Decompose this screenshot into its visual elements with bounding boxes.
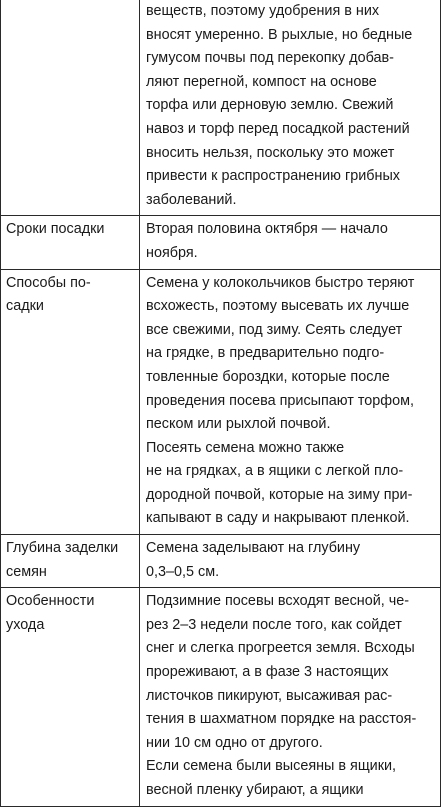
row-text-cell (140, 216, 441, 269)
row-text-line: снег и слегка прогреется земля. Всходы (146, 640, 415, 657)
row-label-cell (1, 0, 140, 216)
row-text-line: ноября. (146, 244, 198, 261)
row-label-cell (1, 588, 140, 806)
row-text-line: вносить нельзя, поскольку это может (146, 144, 395, 161)
row-text-line: торфа или дерновую землю. Свежий (146, 97, 394, 114)
row-text-line: на грядке, в предварительно подго- (146, 345, 385, 362)
row-text-line: Если семена были высеяны в ящики, (146, 758, 397, 775)
row-text-line: навоз и торф перед посадкой растений (146, 120, 410, 137)
row-label-line: Глубина заделки (6, 540, 119, 557)
table-row (1, 588, 441, 806)
row-text-line: капывают в саду и накрывают пленкой. (146, 510, 410, 527)
row-label-cell (1, 535, 140, 588)
row-label-line: Особенности (6, 593, 95, 610)
row-text-line: тения в шахматном порядке на расстоя- (146, 711, 417, 728)
row-text-line: песком или рыхлой почвой. (146, 416, 331, 433)
row-text-cell (140, 269, 441, 535)
row-text-line: веществ, поэтому удобрения в них (146, 3, 380, 19)
row-text-line: весной пленку убирают, а ящики (146, 782, 364, 798)
row-text-line: все свежими, под зиму. Сеять следует (146, 321, 403, 338)
row-text-line: нии 10 см одно от другого. (146, 734, 323, 751)
row-label-cell (1, 269, 140, 535)
row-text-line: Семена у колокольчиков быстро теряют (146, 274, 415, 291)
row-text-line: Вторая половина октября — начало (146, 221, 388, 238)
row-text-line: ляют перегной, компост на основе (146, 73, 377, 90)
row-text-line: проведения посева присыпают торфом, (146, 392, 415, 409)
row-text-line: вносят умеренно. В рыхлые, но бедные (146, 26, 413, 43)
row-text-line: рез 2–3 недели после того, как сойдет (146, 616, 402, 633)
row-text-cell (140, 0, 441, 216)
row-text-line: товленные бороздки, которые после (146, 368, 390, 385)
row-label-line: садки (6, 298, 44, 315)
row-text-line: Посеять семена можно также (146, 439, 345, 456)
row-text-line: гумусом почвы под перекопку добав- (146, 50, 394, 67)
row-text-line: дородной почвой, которые на зиму при- (146, 486, 413, 503)
row-text-line: прореживают, а в фазе 3 настоящих (146, 664, 389, 681)
row-text-cell (140, 588, 441, 806)
row-label-line: ухода (6, 616, 45, 633)
table-row (1, 0, 441, 216)
row-label-line: Способы по- (6, 274, 91, 291)
row-text-line: Семена заделывают на глубину (146, 540, 361, 557)
row-text-line: привести к распространению грибных (146, 168, 400, 185)
table-row (1, 216, 441, 269)
row-text-line: Подзимние посевы всходят весной, че- (146, 593, 410, 610)
row-label-line: семян (6, 563, 47, 580)
row-label-line: Сроки посадки (6, 221, 105, 238)
row-text-line: 0,3–0,5 см. (146, 563, 220, 580)
table-body (1, 0, 441, 806)
table-row (1, 535, 441, 588)
row-text-line: всхожесть, поэтому высевать их лучше (146, 298, 410, 315)
row-text-line: не на грядках, а в ящики с легкой пло- (146, 463, 404, 480)
row-label-cell (1, 216, 140, 269)
row-text-cell (140, 535, 441, 588)
table-row (1, 269, 441, 535)
row-text-line: заболеваний. (146, 191, 237, 208)
row-text-line: листочков пикируют, высаживая рас- (146, 687, 393, 704)
